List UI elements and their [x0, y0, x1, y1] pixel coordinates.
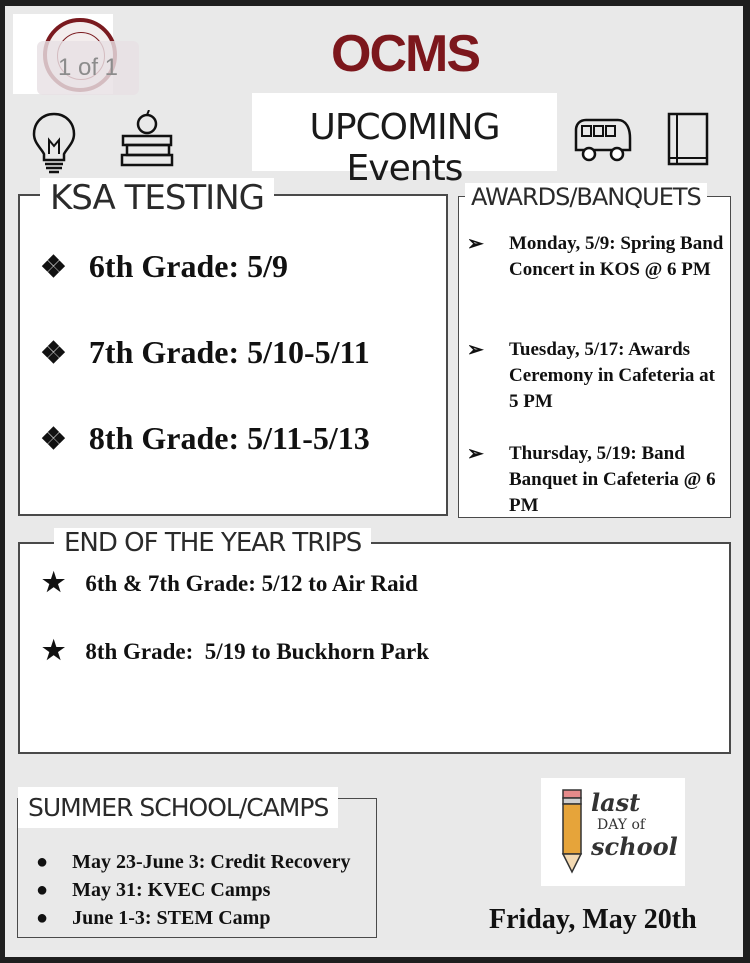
- summer-box: [17, 793, 377, 938]
- last-day-badge: [541, 778, 685, 886]
- pencil-icon: [553, 786, 593, 876]
- book-icon: [665, 110, 711, 168]
- apple-books-icon: [119, 110, 175, 168]
- bus-icon: [572, 116, 634, 164]
- trip-item: ★ 6th & 7th Grade: 5/12 to Air Raid: [42, 568, 418, 597]
- summer-item: ● May 31: KVEC Camps: [36, 879, 271, 901]
- upcoming-events-heading: UPCOMING Events: [309, 107, 500, 189]
- summer-item: ● June 1-3: STEM Camp: [36, 907, 271, 929]
- ksa-testing-label: KSA TESTING: [40, 178, 274, 218]
- award-item: ➢ Thursday, 5/19: Band Banquet in Cafeteria @ 6 PM: [467, 443, 716, 516]
- ksa-item: ❖ 6th Grade: 5/9: [40, 248, 288, 284]
- page-indicator: 1 of 1: [37, 41, 139, 95]
- trips-label: END OF THE YEAR TRIPS: [54, 528, 371, 558]
- school-title: OCMS: [331, 25, 479, 83]
- summer-item: ● May 23-June 3: Credit Recovery: [36, 851, 351, 873]
- ksa-item: ❖ 8th Grade: 5/11-5/13: [40, 420, 370, 456]
- last-day-logo-text: last DAY of school: [591, 788, 678, 861]
- awards-label: AWARDS/BANQUETS: [465, 183, 707, 211]
- last-day-date: Friday, May 20th: [489, 904, 697, 935]
- summer-label: SUMMER SCHOOL/CAMPS: [18, 787, 338, 828]
- ksa-item: ❖ 7th Grade: 5/10-5/11: [40, 334, 370, 370]
- trips-box: [18, 528, 731, 754]
- award-item: ➢ Monday, 5/9: Spring Band Concert in KOS @ 6 PM: [467, 233, 724, 280]
- trip-item: ★ 8th Grade: 5/19 to Buckhorn Park: [42, 636, 430, 665]
- lightbulb-icon: [29, 110, 79, 174]
- flyer-page: [5, 6, 743, 957]
- awards-box: [458, 183, 731, 518]
- heading-banner: [252, 93, 557, 189]
- award-item: ➢ Tuesday, 5/17: Awards Ceremony in Cafeteria at 5 PM: [467, 339, 715, 412]
- ksa-testing-box: [18, 178, 448, 516]
